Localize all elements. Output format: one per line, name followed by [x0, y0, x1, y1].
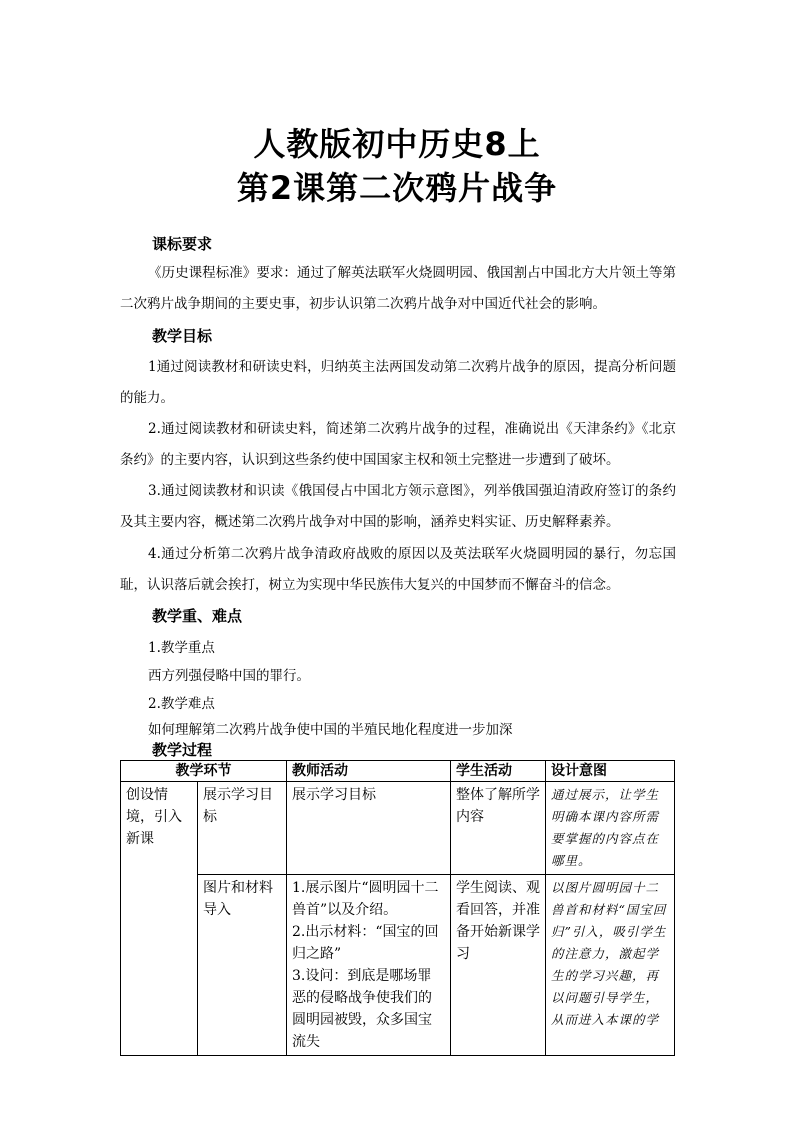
header-teacher: 教师活动	[287, 761, 451, 782]
teacher-step-1: 1.展示图片“圆明园十二兽首”以及介绍。	[292, 880, 439, 918]
cell-stage: 创设情境，引入新课	[121, 782, 198, 1056]
table-header-row	[121, 761, 675, 782]
difficulty-label: 2.教学难点	[148, 696, 215, 712]
document-title-line2: 第2课第二次鸦片战争	[236, 169, 558, 207]
goal-paragraph-1: 1通过阅读教材和研读史料，归纳英主法两国发动第二次鸦片战争的原因，提高分析问题的能力。	[120, 359, 676, 406]
cell-student-activity: 整体了解所学内容	[451, 782, 546, 875]
goal-paragraph-3: 3.通过阅读教材和识读《俄国侵占中国北方领示意图》，列举俄国强迫清政府签订的条约及其主要内容，概述第二次鸦片战争对中国的影响，涵养史料实证、历史解释素养。	[120, 483, 676, 530]
standards-paragraph: 《历史课程标准》要求：通过了解英法联军火烧圆明园、俄国割占中国北方大片领土等第二次鸦片战争期间的主要史事，初步认识第二次鸦片战争对中国近代社会的影响。	[120, 265, 676, 312]
table-row	[121, 875, 675, 1056]
header-stage: 教学环节	[121, 761, 287, 782]
cell-design-intent: 通过展示，让学生明确本课内容所需要掌握的内容点在哪里。	[546, 782, 675, 875]
cell-sub-stage: 图片和材料导入	[198, 875, 287, 1056]
cell-teacher-activity	[287, 875, 451, 1056]
teaching-process-table	[120, 760, 675, 1056]
cell-student-activity: 学生阅读、观看回答，并准备开始新课学习	[451, 875, 546, 1056]
goal-paragraph-4: 4.通过分析第二次鸦片战争清政府战败的原因以及英法联军火烧圆明园的暴行，勿忘国耻，认识落后就会挨打，树立为实现中华民族伟大复兴的中国梦而不懈奋斗的信念。	[120, 546, 676, 593]
section-heading-goals: 教学目标	[152, 327, 213, 345]
cell-sub-stage: 展示学习目标	[198, 782, 287, 875]
teacher-step-2: 2.出示材料：“国宝的回归之路”	[292, 924, 439, 962]
section-heading-key-points: 教学重、难点	[152, 607, 243, 625]
key-point-label: 1.教学重点	[148, 640, 215, 656]
difficulty-text: 如何理解第二次鸦片战争使中国的半殖民地化程度进一步加深	[148, 722, 513, 738]
teacher-step-3: 3.设问：到底是哪场罪恶的侵略战争使我们的圆明园被毁，众多国宝流失	[292, 968, 432, 1050]
header-student: 学生活动	[451, 761, 546, 782]
table-row	[121, 782, 675, 875]
key-point-text: 西方列强侵略中国的罪行。	[148, 668, 310, 684]
goal-paragraph-2: 2.通过阅读教材和研读史料，简述第二次鸦片战争的过程，准确说出《天津条约》《北京条约》的主要内容，认识到这些条约使中国国家主权和领土完整进一步遭到了破坏。	[120, 421, 676, 468]
cell-design-intent: 以图片圆明园十二兽首和材料“国宝回归”引入，吸引学生的注意力，激起学生的学习兴趣，再以问题引导学生，从而进入本课的学	[546, 875, 675, 1056]
section-heading-standards: 课标要求	[152, 235, 213, 253]
cell-teacher-activity: 展示学习目标	[287, 782, 451, 875]
document-title-line1: 人教版初中历史8上	[253, 125, 541, 163]
section-heading-process: 教学过程	[152, 741, 213, 759]
header-intent: 设计意图	[546, 761, 675, 782]
